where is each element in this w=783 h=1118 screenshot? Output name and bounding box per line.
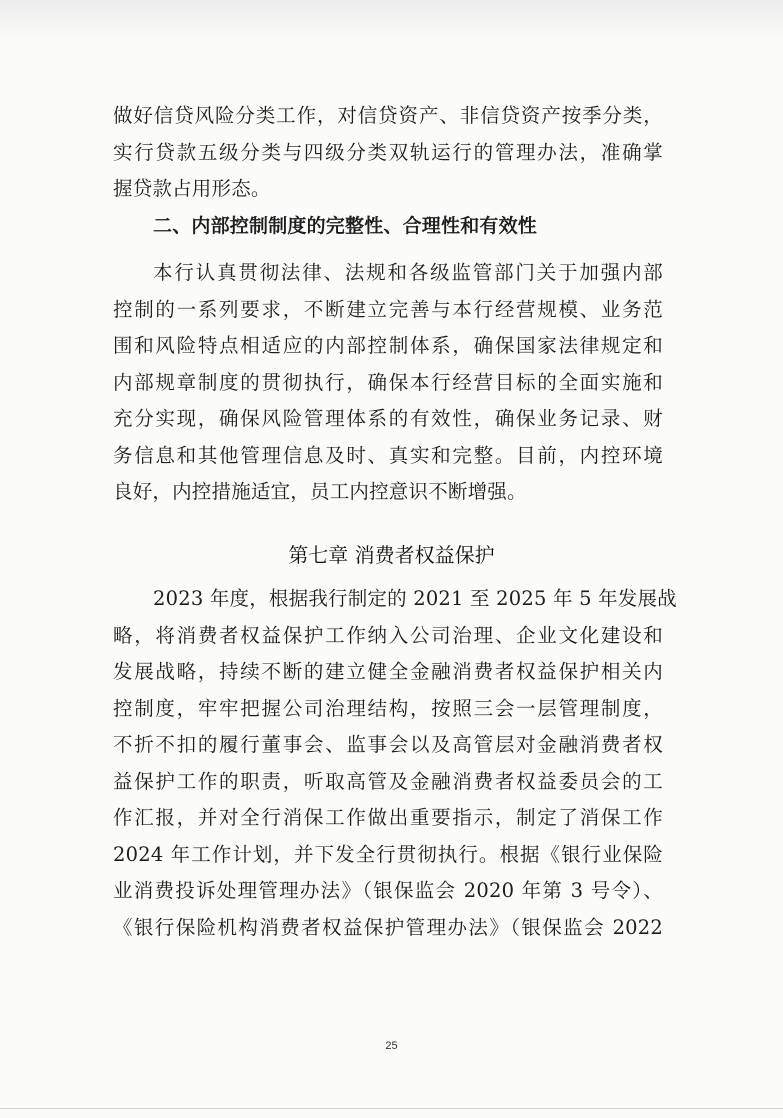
paragraph-internal-control [113, 255, 663, 511]
text-line: 做好信贷风险分类工作，对信贷资产、非信贷资产按季分类， [113, 104, 663, 127]
text-line: 控制度，牢牢把握公司治理结构，按照三会一层管理制度， [113, 696, 663, 720]
text-line: 发展战略，持续不断的建立健全金融消费者权益保护相关内 [113, 660, 663, 683]
text-line: 《银行保险机构消费者权益保护管理办法》（银保监会 2022 [113, 915, 663, 939]
text-line: 业消费投诉处理管理办法》（银保监会 2020 年第 3 号令）、 [113, 879, 663, 902]
text-line: 控制的一系列要求，不断建立完善与本行经营规模、业务范 [113, 297, 663, 321]
scan-edge-rule [0, 1108, 783, 1109]
text-line: 益保护工作的职责，听取高管及金融消费者权益委员会的工 [113, 769, 663, 793]
text-line: 2024 年工作计划，并下发全行贯彻执行。根据《银行业保险 [113, 842, 663, 866]
text-line: 略，将消费者权益保护工作纳入公司治理、企业文化建设和 [113, 623, 663, 647]
section-heading: 二、内部控制制度的完整性、合理性和有效性 [153, 215, 538, 237]
text-line: 2023 年度，根据我行制定的 2021 至 2025 年 5 年发展战 [153, 587, 677, 610]
text-line: 良好，内控措施适宜，员工内控意识不断增强。 [113, 480, 527, 503]
section-heading-internal-control [113, 208, 663, 245]
text-line: 充分实现，确保风险管理体系的有效性，确保业务记录、财 [113, 407, 663, 430]
scan-shadow [0, 0, 783, 40]
text-line: 围和风险特点相适应的内部控制体系，确保国家法律规定和 [113, 334, 663, 357]
text-line: 本行认真贯彻法律、法规和各级监管部门关于加强内部 [153, 261, 663, 284]
chapter-title: 第七章 消费者权益保护 [288, 543, 495, 567]
text-line: 作汇报，并对全行消保工作做出重要指示，制定了消保工作 [113, 806, 663, 829]
text-line: 实行贷款五级分类与四级分类双轨运行的管理办法，准确掌 [113, 140, 663, 164]
paragraph-consumer-protection [113, 581, 677, 946]
text-line: 内部规章制度的贯彻执行，确保本行经营目标的全面实施和 [113, 370, 663, 394]
text-line: 不折不扣的履行董事会、监事会以及高管层对金融消费者权 [113, 733, 663, 756]
page-number: 25 [385, 1040, 398, 1052]
text-line: 握贷款占用形态。 [113, 177, 271, 200]
paragraph-credit-classification [113, 98, 663, 208]
text-line: 务信息和其他管理信息及时、真实和完整。目前，内控环境 [113, 443, 663, 467]
